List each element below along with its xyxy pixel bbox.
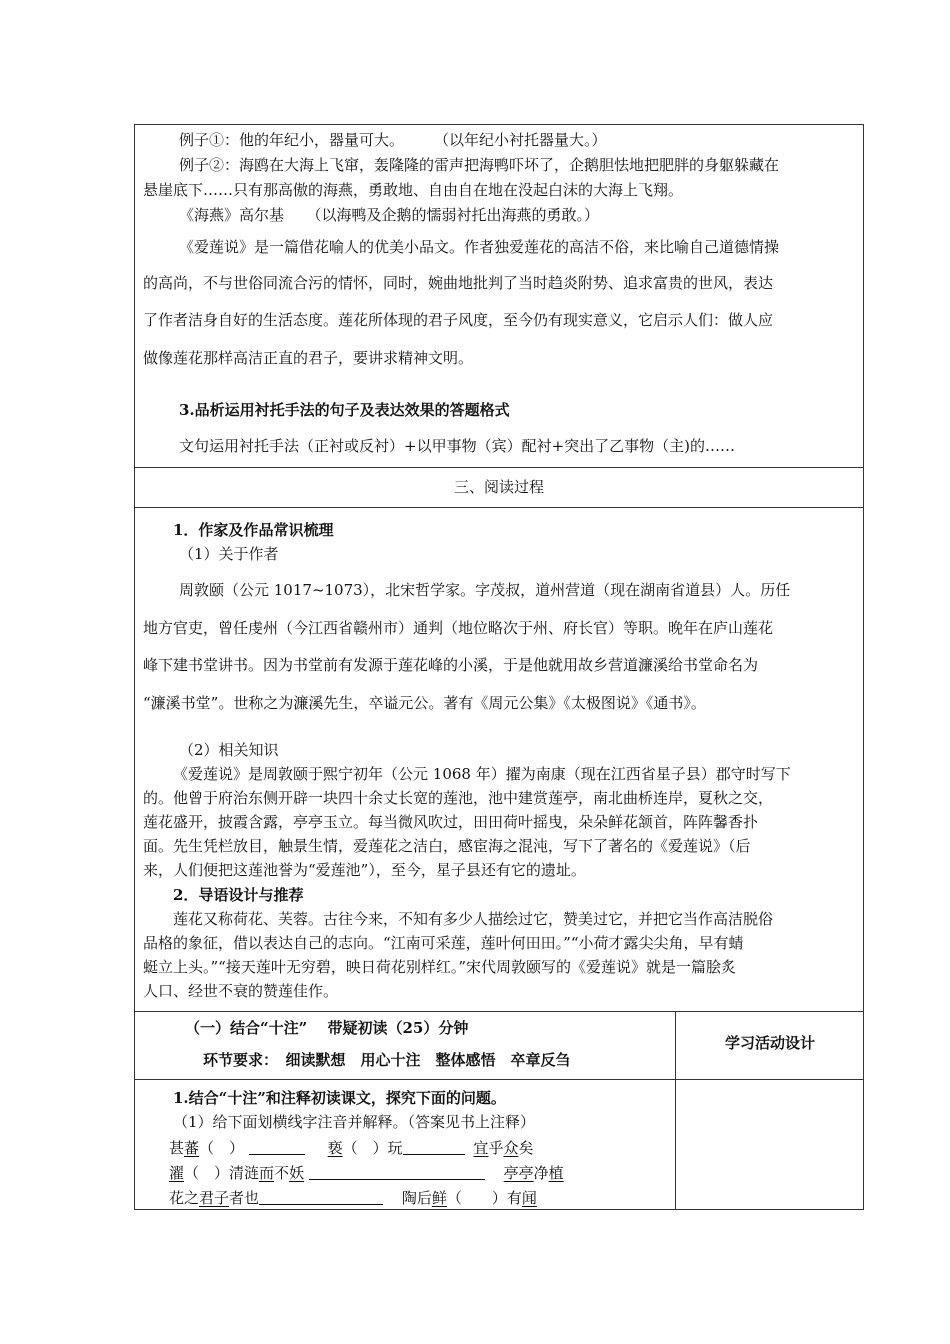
answer-format: 文句运用衬托手法（正衬或反衬）+以甲事物（宾）配衬+突出了乙事物（主)的…… [179, 437, 735, 455]
row-divider [135, 467, 863, 468]
heading-answer-format: 3.品析运用衬托手法的句子及表达效果的答题格式 [179, 401, 510, 419]
intro-line: 品格的象征，借以表达自己的志向。“江南可采莲，莲叶何田田。”“小荷才露尖尖角，早有蜻 [143, 934, 744, 952]
row-divider [135, 507, 863, 508]
underlined-char: 闻 [521, 1189, 537, 1207]
activity-design-header: 学习活动设计 [724, 1034, 815, 1052]
knowledge-line: 莲花盛开，披霞含露，亭亭玉立。每当微风吹过，田田荷叶摇曳，朵朵鲜花颔首，阵阵馨香扑 [143, 813, 759, 831]
annotation-row-3: 花之君子者也 陶后鲜（ ）有闻 [169, 1189, 537, 1207]
example-2-line-1: 例子②：海鸥在大海上飞窜，轰隆隆的雷声把海鸭吓坏了，企鹅胆怯地把肥胖的身躯躲藏在 [179, 156, 780, 174]
example-2-source: 《海燕》高尔基 （以海鸭及企鹅的懦弱衬托出海燕的勇敢。） [179, 206, 600, 224]
knowledge-line: 来，人们便把这莲池誉为“爱莲池”），至今，星子县还有它的遗址。 [143, 861, 586, 879]
knowledge-line: 的。他曾于府治东侧开辟一块四十余丈长宽的莲池，池中建赏莲亭，南北曲桥连岸，夏秋之交， [143, 789, 774, 807]
author-line: 周敦颐（公元 1017~1073），北宋哲学家。字茂叔，道州营道（现在湖南省道县）人。历任 [179, 581, 791, 599]
part-one-requirement: 环节要求： 细读默想 用心十注 整体感悟 卒章反刍 [203, 1051, 571, 1069]
heading-author-works: 1．作家及作品常识梳理 [173, 521, 334, 539]
underlined-char: 君子 [199, 1189, 230, 1207]
answer-blank[interactable] [309, 1165, 485, 1180]
annotation-row-2: 濯（ ）清涟而不妖 亭亭净植 [169, 1164, 564, 1182]
heading-intro-design: 2．导语设计与推荐 [173, 886, 304, 904]
example-2-line-2: 悬崖底下……只有那高傲的海燕，勇敢地、自由自在地在没起白沫的大海上飞翔。 [143, 181, 684, 199]
row-divider [135, 1079, 863, 1080]
knowledge-line: 面。先生凭栏放目，触景生情，爱莲花之洁白，感宦海之混沌，写下了著名的《爱莲说》（后 [143, 837, 751, 855]
row-divider [135, 1011, 863, 1012]
paragraph-line: 《爱莲说》是一篇借花喻人的优美小品文。作者独爱莲花的高洁不俗，来比喻自己道德情操 [179, 238, 780, 256]
part-one-title: （一）结合“十注” 带疑初读（25）分钟 [185, 1019, 469, 1037]
answer-blank[interactable] [259, 1190, 383, 1205]
intro-line: 蜓立上头。”“接天莲叶无穷碧，映日荷花别样红。”宋代周敦颐写的《爱莲说》就是一篇脍炙 [143, 958, 737, 976]
answer-blank[interactable] [403, 1140, 465, 1155]
annotation-row-1: 甚蕃（ ） 亵（ ）玩 宜乎众矣 [169, 1139, 534, 1157]
answer-blank[interactable] [249, 1140, 305, 1155]
intro-line: 人口、经世不衰的赞莲佳作。 [143, 982, 339, 1000]
underlined-char: 濯 [169, 1164, 185, 1182]
underlined-char: 鲜 [431, 1189, 447, 1207]
subheading-knowledge: （2）相关知识 [179, 741, 279, 759]
section-title: 三、阅读过程 [453, 478, 544, 496]
underlined-char: 宜 [473, 1139, 489, 1157]
underlined-char: 妖 [289, 1164, 305, 1182]
underlined-char: 众 [503, 1139, 519, 1157]
underlined-char: 植 [548, 1164, 564, 1182]
underlined-char: 亭亭 [503, 1164, 534, 1182]
document-table [134, 124, 864, 1210]
paragraph-line: 做像莲花那样高洁正直的君子，要讲求精神文明。 [143, 349, 474, 367]
underlined-char: 蕃 [184, 1139, 200, 1157]
knowledge-line: 《爱莲说》是周敦颐于熙宁初年（公元 1068 年）擢为南康（现在江西省星子县）郡守时写下 [173, 765, 791, 783]
subheading-author: （1）关于作者 [179, 545, 279, 563]
author-line: 地方官吏，曾任虔州（今江西省赣州市）通判（地位略次于州、府长官）等职。晚年在庐山莲花 [143, 619, 774, 637]
intro-line: 莲花又称荷花、芙蓉。古往今来，不知有多少人描绘过它，赞美过它，并把它当作高洁脱俗 [173, 910, 774, 928]
paragraph-line: 的高尚，不与世俗同流合污的情怀，同时，婉曲地批判了当时趋炎附势、追求富贵的世风，表达 [143, 274, 774, 292]
exercise-subquestion: （1）给下面划横线字注音并解释。（答案见书上注释） [173, 1113, 536, 1131]
example-1: 例子①：他的年纪小，器量可大。 （以年纪小衬托器量大。） [179, 131, 607, 149]
paragraph-line: 了作者洁身自好的生活态度。莲花所体现的君子风度，至今仍有现实意义，它启示人们：做人应 [143, 311, 774, 329]
author-line: 峰下建书堂讲书。因为书堂前有发源于莲花峰的小溪，于是他就用故乡营道濂溪给书堂命名为 [143, 656, 759, 674]
underlined-char: 亵 [327, 1139, 343, 1157]
exercise-question: 1.结合“十注”和注释初读课文，探究下面的问题。 [173, 1089, 506, 1107]
underlined-char: 而 [259, 1164, 275, 1182]
author-line: “濂溪书堂”。世称之为濂溪先生，卒谥元公。著有《周元公集》《太极图说》《通书》。 [143, 694, 706, 712]
